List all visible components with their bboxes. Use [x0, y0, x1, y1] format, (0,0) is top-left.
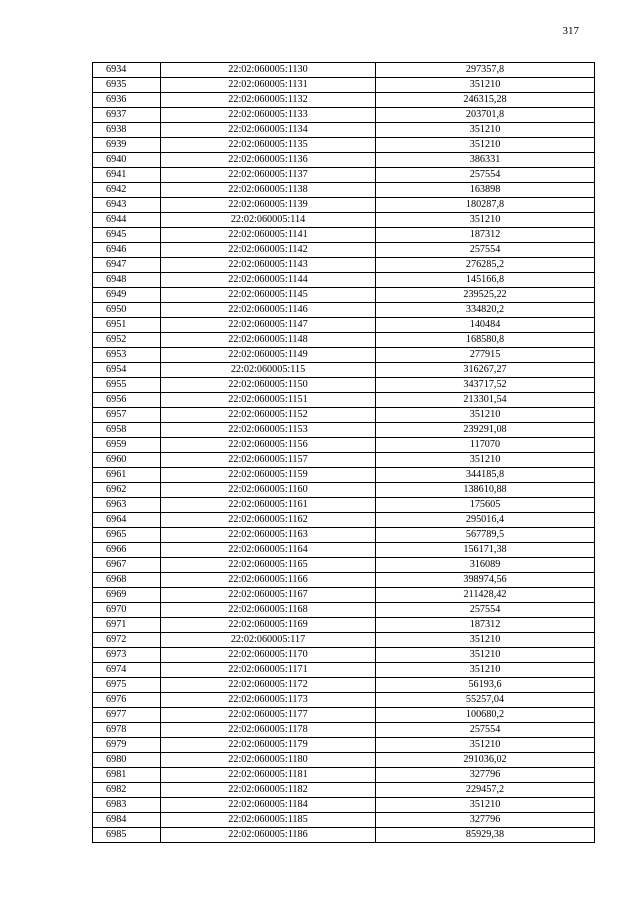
value-cell: 145166,8: [376, 273, 595, 288]
table-row: [93, 138, 595, 153]
value-cell: 246315,28: [376, 93, 595, 108]
value-cell: 351210: [376, 798, 595, 813]
table-row: [93, 573, 595, 588]
value-cell: 343717,52: [376, 378, 595, 393]
row-number-cell: 6952: [93, 333, 161, 348]
cadastral-number-cell: 22:02:060005:1181: [161, 768, 376, 783]
cadastral-number-cell: 22:02:060005:1169: [161, 618, 376, 633]
row-number-cell: 6941: [93, 168, 161, 183]
row-number-cell: 6966: [93, 543, 161, 558]
value-cell: 187312: [376, 618, 595, 633]
row-number-cell: 6951: [93, 318, 161, 333]
value-cell: 327796: [376, 768, 595, 783]
value-cell: 351210: [376, 123, 595, 138]
table-row: [93, 168, 595, 183]
value-cell: 257554: [376, 168, 595, 183]
cadastral-number-cell: 22:02:060005:1136: [161, 153, 376, 168]
cadastral-number-cell: 22:02:060005:1170: [161, 648, 376, 663]
cadastral-number-cell: 22:02:060005:1179: [161, 738, 376, 753]
value-cell: 203701,8: [376, 108, 595, 123]
row-number-cell: 6947: [93, 258, 161, 273]
row-number-cell: 6958: [93, 423, 161, 438]
table-row: [93, 738, 595, 753]
value-cell: 351210: [376, 453, 595, 468]
value-cell: 386331: [376, 153, 595, 168]
cadastral-number-cell: 22:02:060005:1146: [161, 303, 376, 318]
cadastral-number-cell: 22:02:060005:115: [161, 363, 376, 378]
table-row: [93, 183, 595, 198]
value-cell: 297357,8: [376, 63, 595, 78]
cadastral-number-cell: 22:02:060005:1150: [161, 378, 376, 393]
cadastral-number-cell: 22:02:060005:1156: [161, 438, 376, 453]
table-row: [93, 393, 595, 408]
table-row: [93, 408, 595, 423]
value-cell: 567789,5: [376, 528, 595, 543]
row-number-cell: 6950: [93, 303, 161, 318]
row-number-cell: 6962: [93, 483, 161, 498]
cadastral-number-cell: 22:02:060005:1135: [161, 138, 376, 153]
cadastral-number-cell: 22:02:060005:1163: [161, 528, 376, 543]
table-row: [93, 153, 595, 168]
cadastral-number-cell: 22:02:060005:1173: [161, 693, 376, 708]
value-cell: 351210: [376, 663, 595, 678]
table-row: [93, 588, 595, 603]
cadastral-number-cell: 22:02:060005:1159: [161, 468, 376, 483]
value-cell: 351210: [376, 213, 595, 228]
value-cell: 187312: [376, 228, 595, 243]
row-number-cell: 6974: [93, 663, 161, 678]
table-row: [93, 123, 595, 138]
value-cell: 316089: [376, 558, 595, 573]
cadastral-number-cell: 22:02:060005:1153: [161, 423, 376, 438]
row-number-cell: 6975: [93, 678, 161, 693]
row-number-cell: 6973: [93, 648, 161, 663]
table-row: [93, 723, 595, 738]
table-row: [93, 753, 595, 768]
cadastral-number-cell: 22:02:060005:1178: [161, 723, 376, 738]
value-cell: 398974,56: [376, 573, 595, 588]
cadastral-number-cell: 22:02:060005:1142: [161, 243, 376, 258]
row-number-cell: 6949: [93, 288, 161, 303]
row-number-cell: 6964: [93, 513, 161, 528]
value-cell: 351210: [376, 408, 595, 423]
value-cell: 239291,08: [376, 423, 595, 438]
cadastral-number-cell: 22:02:060005:1177: [161, 708, 376, 723]
cadastral-number-cell: 22:02:060005:1131: [161, 78, 376, 93]
value-cell: 211428,42: [376, 588, 595, 603]
value-cell: 55257,04: [376, 693, 595, 708]
row-number-cell: 6946: [93, 243, 161, 258]
table-row: [93, 633, 595, 648]
row-number-cell: 6977: [93, 708, 161, 723]
value-cell: 295016,4: [376, 513, 595, 528]
row-number-cell: 6970: [93, 603, 161, 618]
value-cell: 344185,8: [376, 468, 595, 483]
cadastral-number-cell: 22:02:060005:1157: [161, 453, 376, 468]
row-number-cell: 6978: [93, 723, 161, 738]
value-cell: 351210: [376, 738, 595, 753]
row-number-cell: 6982: [93, 783, 161, 798]
row-number-cell: 6956: [93, 393, 161, 408]
cadastral-number-cell: 22:02:060005:1180: [161, 753, 376, 768]
row-number-cell: 6979: [93, 738, 161, 753]
row-number-cell: 6969: [93, 588, 161, 603]
cadastral-number-cell: 22:02:060005:1166: [161, 573, 376, 588]
data-table: [92, 62, 595, 843]
row-number-cell: 6981: [93, 768, 161, 783]
cadastral-number-cell: 22:02:060005:1143: [161, 258, 376, 273]
cadastral-number-cell: 22:02:060005:114: [161, 213, 376, 228]
row-number-cell: 6965: [93, 528, 161, 543]
row-number-cell: 6984: [93, 813, 161, 828]
table-row: [93, 258, 595, 273]
cadastral-number-cell: 22:02:060005:1144: [161, 273, 376, 288]
row-number-cell: 6945: [93, 228, 161, 243]
value-cell: 175605: [376, 498, 595, 513]
value-cell: 117070: [376, 438, 595, 453]
table-row: [93, 78, 595, 93]
cadastral-number-cell: 22:02:060005:1148: [161, 333, 376, 348]
table-row: [93, 783, 595, 798]
row-number-cell: 6976: [93, 693, 161, 708]
cadastral-number-cell: 22:02:060005:1162: [161, 513, 376, 528]
row-number-cell: 6943: [93, 198, 161, 213]
row-number-cell: 6960: [93, 453, 161, 468]
table-row: [93, 108, 595, 123]
cadastral-number-cell: 22:02:060005:1172: [161, 678, 376, 693]
table-row: [93, 378, 595, 393]
value-cell: 56193,6: [376, 678, 595, 693]
cadastral-number-cell: 22:02:060005:1165: [161, 558, 376, 573]
table-row: [93, 693, 595, 708]
row-number-cell: 6968: [93, 573, 161, 588]
cadastral-number-cell: 22:02:060005:1152: [161, 408, 376, 423]
cadastral-number-cell: 22:02:060005:1164: [161, 543, 376, 558]
row-number-cell: 6955: [93, 378, 161, 393]
cadastral-number-cell: 22:02:060005:1160: [161, 483, 376, 498]
value-cell: 168580,8: [376, 333, 595, 348]
row-number-cell: 6983: [93, 798, 161, 813]
table-row: [93, 228, 595, 243]
cadastral-number-cell: 22:02:060005:1167: [161, 588, 376, 603]
cadastral-number-cell: 22:02:060005:1184: [161, 798, 376, 813]
cadastral-number-cell: 22:02:060005:1161: [161, 498, 376, 513]
value-cell: 163898: [376, 183, 595, 198]
row-number-cell: 6937: [93, 108, 161, 123]
table-row: [93, 558, 595, 573]
cadastral-number-cell: 22:02:060005:1134: [161, 123, 376, 138]
table-row: [93, 288, 595, 303]
value-cell: 100680,2: [376, 708, 595, 723]
table-row: [93, 618, 595, 633]
value-cell: 351210: [376, 78, 595, 93]
cadastral-number-cell: 22:02:060005:1141: [161, 228, 376, 243]
value-cell: 276285,2: [376, 258, 595, 273]
table-row: [93, 648, 595, 663]
value-cell: 327796: [376, 813, 595, 828]
row-number-cell: 6936: [93, 93, 161, 108]
table-row: [93, 468, 595, 483]
value-cell: 257554: [376, 603, 595, 618]
table-row: [93, 363, 595, 378]
table-row: [93, 768, 595, 783]
table-row: [93, 663, 595, 678]
value-cell: 277915: [376, 348, 595, 363]
row-number-cell: 6957: [93, 408, 161, 423]
table-row: [93, 303, 595, 318]
row-number-cell: 6944: [93, 213, 161, 228]
table-row: [93, 708, 595, 723]
value-cell: 180287,8: [376, 198, 595, 213]
cadastral-number-cell: 22:02:060005:1133: [161, 108, 376, 123]
row-number-cell: 6967: [93, 558, 161, 573]
row-number-cell: 6953: [93, 348, 161, 363]
table-row: [93, 528, 595, 543]
table-row: [93, 273, 595, 288]
table-row: [93, 438, 595, 453]
table-row: [93, 813, 595, 828]
table-row: [93, 828, 595, 843]
cadastral-number-cell: 22:02:060005:1132: [161, 93, 376, 108]
table-row: [93, 483, 595, 498]
value-cell: 316267,27: [376, 363, 595, 378]
table-row: [93, 543, 595, 558]
value-cell: 351210: [376, 633, 595, 648]
table-row: [93, 798, 595, 813]
cadastral-number-cell: 22:02:060005:1168: [161, 603, 376, 618]
row-number-cell: 6942: [93, 183, 161, 198]
value-cell: 138610,88: [376, 483, 595, 498]
row-number-cell: 6935: [93, 78, 161, 93]
row-number-cell: 6939: [93, 138, 161, 153]
table-body: [93, 63, 595, 843]
row-number-cell: 6963: [93, 498, 161, 513]
value-cell: 156171,38: [376, 543, 595, 558]
table-row: [93, 513, 595, 528]
cadastral-number-cell: 22:02:060005:1151: [161, 393, 376, 408]
value-cell: 351210: [376, 648, 595, 663]
cadastral-number-cell: 22:02:060005:1149: [161, 348, 376, 363]
value-cell: 334820,2: [376, 303, 595, 318]
table-row: [93, 243, 595, 258]
cadastral-number-cell: 22:02:060005:1186: [161, 828, 376, 843]
table-row: [93, 423, 595, 438]
cadastral-number-cell: 22:02:060005:1147: [161, 318, 376, 333]
row-number-cell: 6961: [93, 468, 161, 483]
value-cell: 257554: [376, 723, 595, 738]
page-number: 317: [562, 25, 579, 37]
cadastral-number-cell: 22:02:060005:1171: [161, 663, 376, 678]
row-number-cell: 6972: [93, 633, 161, 648]
value-cell: 229457,2: [376, 783, 595, 798]
table-row: [93, 498, 595, 513]
table-row: [93, 198, 595, 213]
row-number-cell: 6938: [93, 123, 161, 138]
cadastral-number-cell: 22:02:060005:1185: [161, 813, 376, 828]
row-number-cell: 6954: [93, 363, 161, 378]
value-cell: 213301,54: [376, 393, 595, 408]
table-row: [93, 603, 595, 618]
value-cell: 257554: [376, 243, 595, 258]
table-row: [93, 213, 595, 228]
cadastral-number-cell: 22:02:060005:1182: [161, 783, 376, 798]
cadastral-number-cell: 22:02:060005:1145: [161, 288, 376, 303]
table-row: [93, 63, 595, 78]
row-number-cell: 6959: [93, 438, 161, 453]
value-cell: 85929,38: [376, 828, 595, 843]
value-cell: 291036,02: [376, 753, 595, 768]
row-number-cell: 6940: [93, 153, 161, 168]
row-number-cell: 6980: [93, 753, 161, 768]
table-row: [93, 93, 595, 108]
table-row: [93, 453, 595, 468]
row-number-cell: 6948: [93, 273, 161, 288]
row-number-cell: 6934: [93, 63, 161, 78]
table-row: [93, 318, 595, 333]
value-cell: 140484: [376, 318, 595, 333]
cadastral-number-cell: 22:02:060005:1139: [161, 198, 376, 213]
cadastral-number-cell: 22:02:060005:1138: [161, 183, 376, 198]
cadastral-number-cell: 22:02:060005:1137: [161, 168, 376, 183]
table-row: [93, 678, 595, 693]
value-cell: 351210: [376, 138, 595, 153]
row-number-cell: 6985: [93, 828, 161, 843]
table-row: [93, 333, 595, 348]
row-number-cell: 6971: [93, 618, 161, 633]
cadastral-number-cell: 22:02:060005:117: [161, 633, 376, 648]
table-row: [93, 348, 595, 363]
cadastral-number-cell: 22:02:060005:1130: [161, 63, 376, 78]
value-cell: 239525,22: [376, 288, 595, 303]
